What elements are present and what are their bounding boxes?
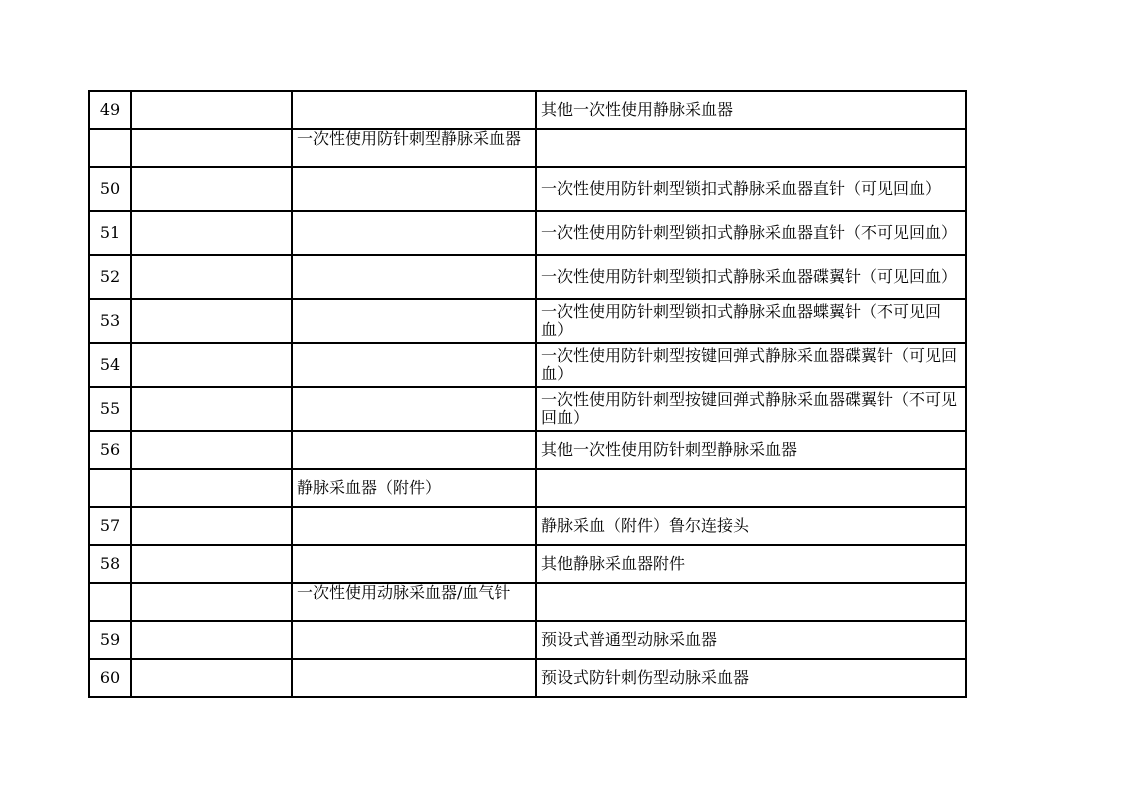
cell-category-1 [131, 387, 292, 431]
cell-number [89, 583, 131, 621]
cell-category-1 [131, 507, 292, 545]
table-row [89, 659, 966, 697]
table-row [89, 431, 966, 469]
cell-category-2 [292, 387, 536, 431]
table-row [89, 211, 966, 255]
cell-product-name: 一次性使用防针刺型锁扣式静脉采血器碟翼针（可见回血） [536, 255, 966, 299]
cell-category-2 [292, 431, 536, 469]
cell-category-2 [292, 545, 536, 583]
table-row [89, 343, 966, 387]
cell-product-name: 静脉采血（附件）鲁尔连接头 [536, 507, 966, 545]
cell-number: 56 [89, 431, 131, 469]
table-row [89, 299, 966, 343]
cell-category-1 [131, 167, 292, 211]
cell-number: 58 [89, 545, 131, 583]
cell-category-1 [131, 659, 292, 697]
cell-number: 60 [89, 659, 131, 697]
cell-category-1 [131, 469, 292, 507]
table-row [89, 167, 966, 211]
cell-category-1 [131, 129, 292, 167]
cell-product-name [536, 583, 966, 621]
cell-category-2 [292, 91, 536, 129]
cell-category-2 [292, 167, 536, 211]
cell-product-name: 一次性使用防针刺型按键回弹式静脉采血器碟翼针（可见回血） [536, 343, 966, 387]
cell-category-2 [292, 211, 536, 255]
cell-category-2 [292, 299, 536, 343]
cell-category-1 [131, 91, 292, 129]
cell-category-2: 一次性使用动脉采血器/血气针 [292, 583, 536, 621]
cell-product-name [536, 129, 966, 167]
table-row [89, 621, 966, 659]
cell-category-1 [131, 431, 292, 469]
cell-number: 54 [89, 343, 131, 387]
table-row [89, 507, 966, 545]
cell-category-1 [131, 211, 292, 255]
cell-product-name: 其他一次性使用防针刺型静脉采血器 [536, 431, 966, 469]
cell-number: 53 [89, 299, 131, 343]
cell-number [89, 129, 131, 167]
cell-category-1 [131, 299, 292, 343]
cell-product-name: 一次性使用防针刺型锁扣式静脉采血器直针（不可见回血） [536, 211, 966, 255]
table-row [89, 387, 966, 431]
table-row [89, 91, 966, 129]
table-row [89, 255, 966, 299]
cell-product-name: 其他一次性使用静脉采血器 [536, 91, 966, 129]
cell-number: 50 [89, 167, 131, 211]
cell-category-2 [292, 343, 536, 387]
cell-product-name: 一次性使用防针刺型锁扣式静脉采血器蝶翼针（不可见回血） [536, 299, 966, 343]
catalog-table-body [89, 91, 966, 697]
cell-number: 59 [89, 621, 131, 659]
cell-product-name: 其他静脉采血器附件 [536, 545, 966, 583]
cell-category-1 [131, 255, 292, 299]
table-row [89, 469, 966, 507]
cell-number: 57 [89, 507, 131, 545]
catalog-table [88, 90, 967, 698]
cell-category-2: 静脉采血器（附件） [292, 469, 536, 507]
cell-category-2: 一次性使用防针刺型静脉采血器 [292, 129, 536, 167]
cell-category-2 [292, 507, 536, 545]
table-row [89, 545, 966, 583]
cell-product-name [536, 469, 966, 507]
cell-category-1 [131, 545, 292, 583]
cell-product-name: 一次性使用防针刺型按键回弹式静脉采血器碟翼针（不可见回血） [536, 387, 966, 431]
cell-product-name: 一次性使用防针刺型锁扣式静脉采血器直针（可见回血） [536, 167, 966, 211]
cell-category-2 [292, 659, 536, 697]
cell-number [89, 469, 131, 507]
cell-category-1 [131, 343, 292, 387]
cell-number: 49 [89, 91, 131, 129]
cell-category-2 [292, 621, 536, 659]
cell-category-2 [292, 255, 536, 299]
cell-product-name: 预设式防针刺伤型动脉采血器 [536, 659, 966, 697]
table-row [89, 129, 966, 167]
table-row [89, 583, 966, 621]
cell-category-1 [131, 583, 292, 621]
cell-category-1 [131, 621, 292, 659]
cell-number: 52 [89, 255, 131, 299]
cell-number: 55 [89, 387, 131, 431]
cell-number: 51 [89, 211, 131, 255]
cell-product-name: 预设式普通型动脉采血器 [536, 621, 966, 659]
